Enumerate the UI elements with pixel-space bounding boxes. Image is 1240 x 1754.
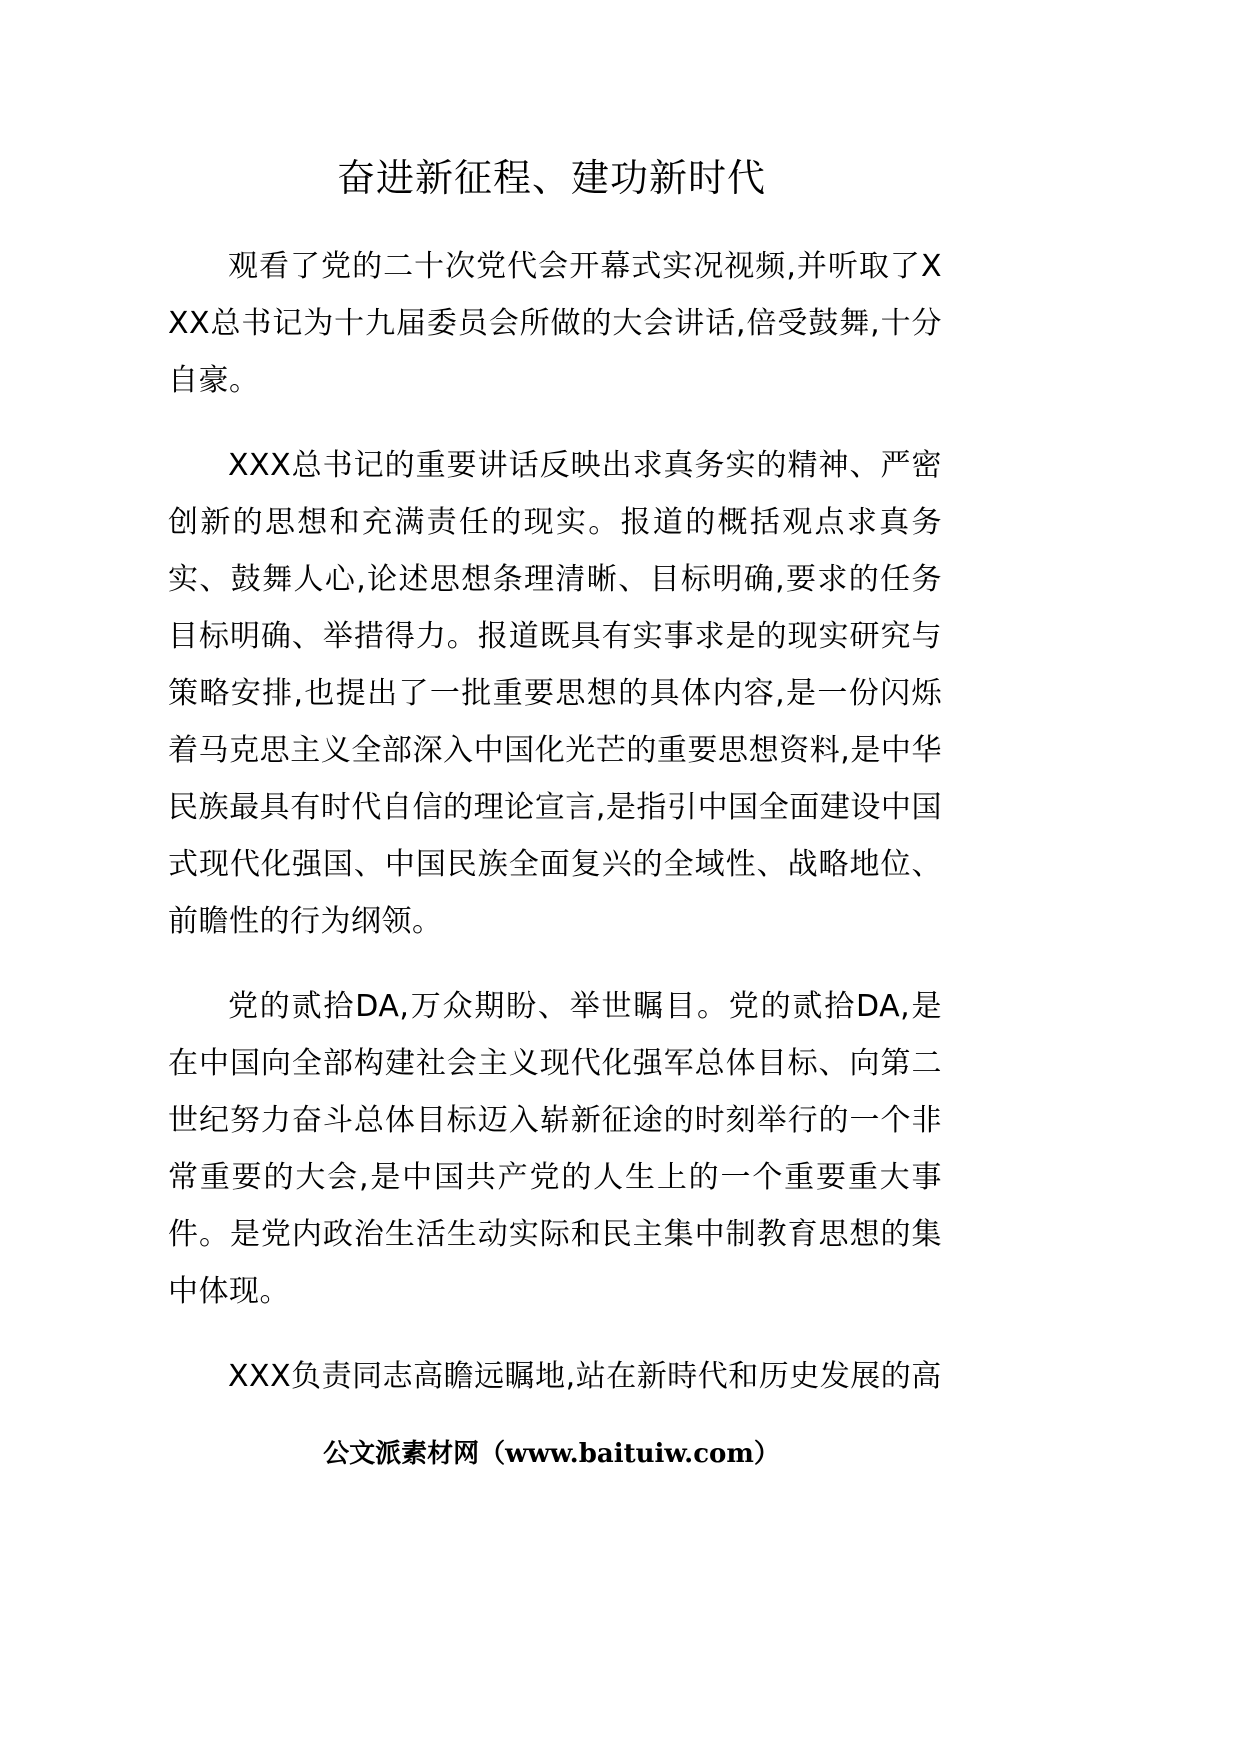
footer-watermark: 公文派素材网（www.baituiw.com）: [323, 1439, 780, 1469]
paragraph-3: 党的贰拾DA,万众期盼、举世瞩目。党的贰拾DA,是在中国向全部构建社会主义现代化强军总体目标、向第二世纪努力奋斗总体目标迈入崭新征途的时刻举行的一个非常重要的大会,是中国共产党的人生上的一个重要重大事件。是党内政治生活生动实际和民主集中制教育思想的集中体现。: [168, 989, 942, 1309]
document-body: [168, 238, 942, 1433]
document-title: 奋进新征程、建功新时代: [336, 156, 766, 200]
paragraph-1: 观看了党的二十次党代会开幕式实况视频,并听取了XXX总书记为十九届委员会所做的大会讲话,倍受鼓舞,十分自豪。: [168, 249, 942, 398]
paragraph-4: XXX负责同志高瞻远瞩地,站在新時代和历史发展的高: [228, 1359, 942, 1394]
paragraph-2: XXX总书记的重要讲话反映出求真务实的精神、严密创新的思想和充满责任的现实。报道的概括观点求真务实、鼓舞人心,论述思想条理清晰、目标明确,要求的任务目标明确、举措得力。报道既具有实事求是的现实研究与策略安排,也提出了一批重要思想的具体内容,是一份闪烁着马克思主义全部深入中国化光芒的重要思想资料,是中华民族最具有时代自信的理论宣言,是指引中国全面建设中国式现代化强国、中国民族全面复兴的全域性、战略地位、前瞻性的行为纲领。: [168, 448, 942, 939]
